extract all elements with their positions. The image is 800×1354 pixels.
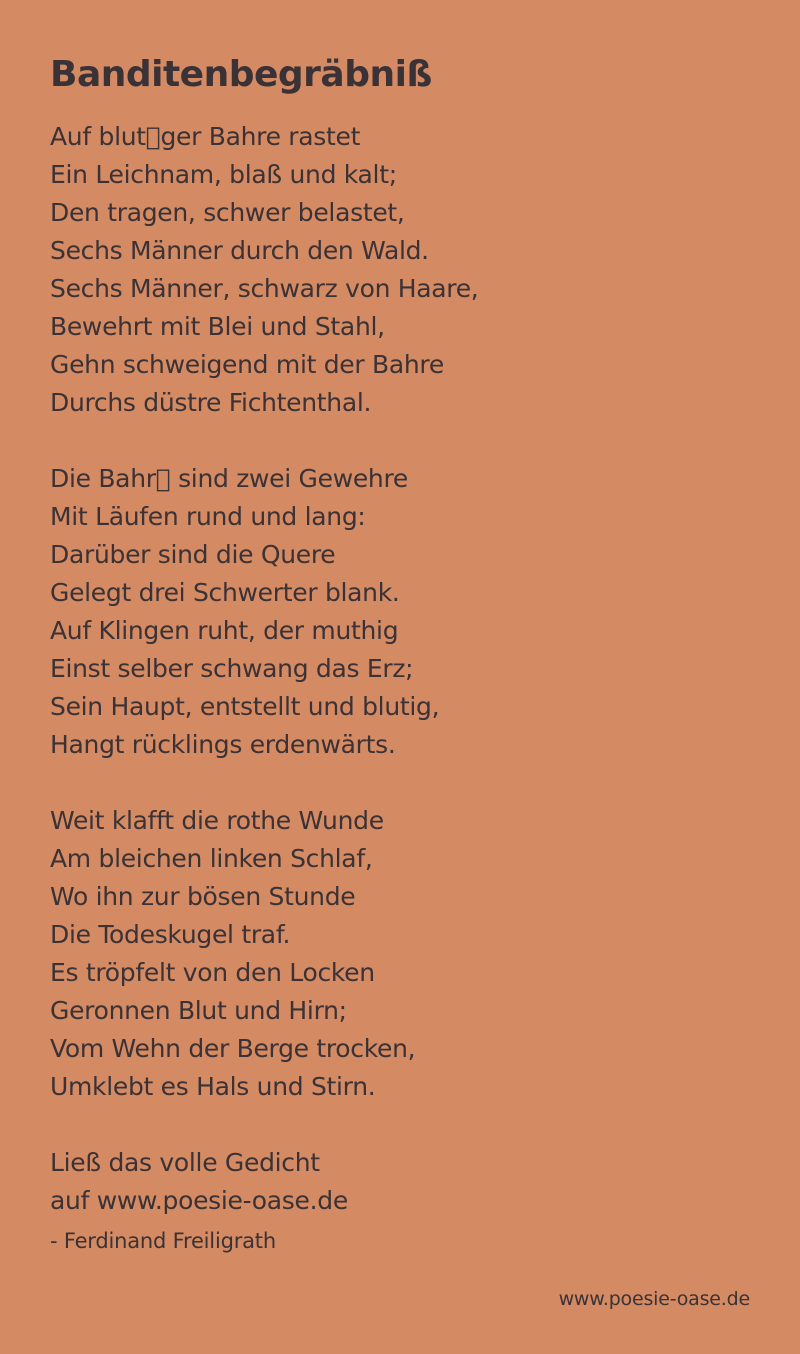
poem-line: Einst selber schwang das Erz; xyxy=(50,654,414,683)
poem-line: Mit Läufen rund und lang: xyxy=(50,502,366,531)
poem-line: Gelegt drei Schwerter blank. xyxy=(50,578,400,607)
author-name: - Ferdinand Freiligrath xyxy=(50,1229,276,1253)
poem-line: Die Bahr  sind zwei Gewehre xyxy=(50,464,408,493)
poem-line: Hangt rücklings erdenwärts. xyxy=(50,730,396,759)
full-poem-note xyxy=(50,1144,750,1220)
poem-line: Geronnen Blut und Hirn; xyxy=(50,996,347,1025)
poem-line: Sechs Männer, schwarz von Haare, xyxy=(50,274,479,303)
poem-title: Banditenbegräbniß xyxy=(50,54,432,95)
poem-line: Am bleichen linken Schlaf, xyxy=(50,844,373,873)
footer-website: www.poesie-oase.de xyxy=(558,1288,750,1310)
stanza-3 xyxy=(50,802,750,1106)
poem-body xyxy=(50,118,750,1256)
poem-line: Ein Leichnam, blaß und kalt; xyxy=(50,160,397,189)
poem-line: Weit klafft die rothe Wunde xyxy=(50,806,384,835)
poem-line: Auf Klingen ruht, der muthig xyxy=(50,616,399,645)
poem-card xyxy=(50,50,750,1256)
poem-line: Sechs Männer durch den Wald. xyxy=(50,236,429,265)
poem-line: Darüber sind die Quere xyxy=(50,540,336,569)
poem-line: Bewehrt mit Blei und Stahl, xyxy=(50,312,385,341)
cta-link-text: auf www.poesie-oase.de xyxy=(50,1186,348,1215)
poem-line: Sein Haupt, entstellt und blutig, xyxy=(50,692,440,721)
poem-line: Es tröpfelt von den Locken xyxy=(50,958,375,987)
stanza-1 xyxy=(50,118,750,422)
poem-line: Die Todeskugel traf. xyxy=(50,920,291,949)
poem-line: Den tragen, schwer belastet, xyxy=(50,198,405,227)
cta-line: Ließ das volle Gedicht xyxy=(50,1148,320,1177)
poem-line: Gehn schweigend mit der Bahre xyxy=(50,350,444,379)
stanza-2 xyxy=(50,460,750,764)
poem-line: Wo ihn zur bösen Stunde xyxy=(50,882,356,911)
poem-line: Vom Wehn der Berge trocken, xyxy=(50,1034,416,1063)
poem-line: Auf blut ger Bahre rastet xyxy=(50,122,361,151)
poem-line: Umklebt es Hals und Stirn. xyxy=(50,1072,376,1101)
poem-line: Durchs düstre Fichtenthal. xyxy=(50,388,372,417)
